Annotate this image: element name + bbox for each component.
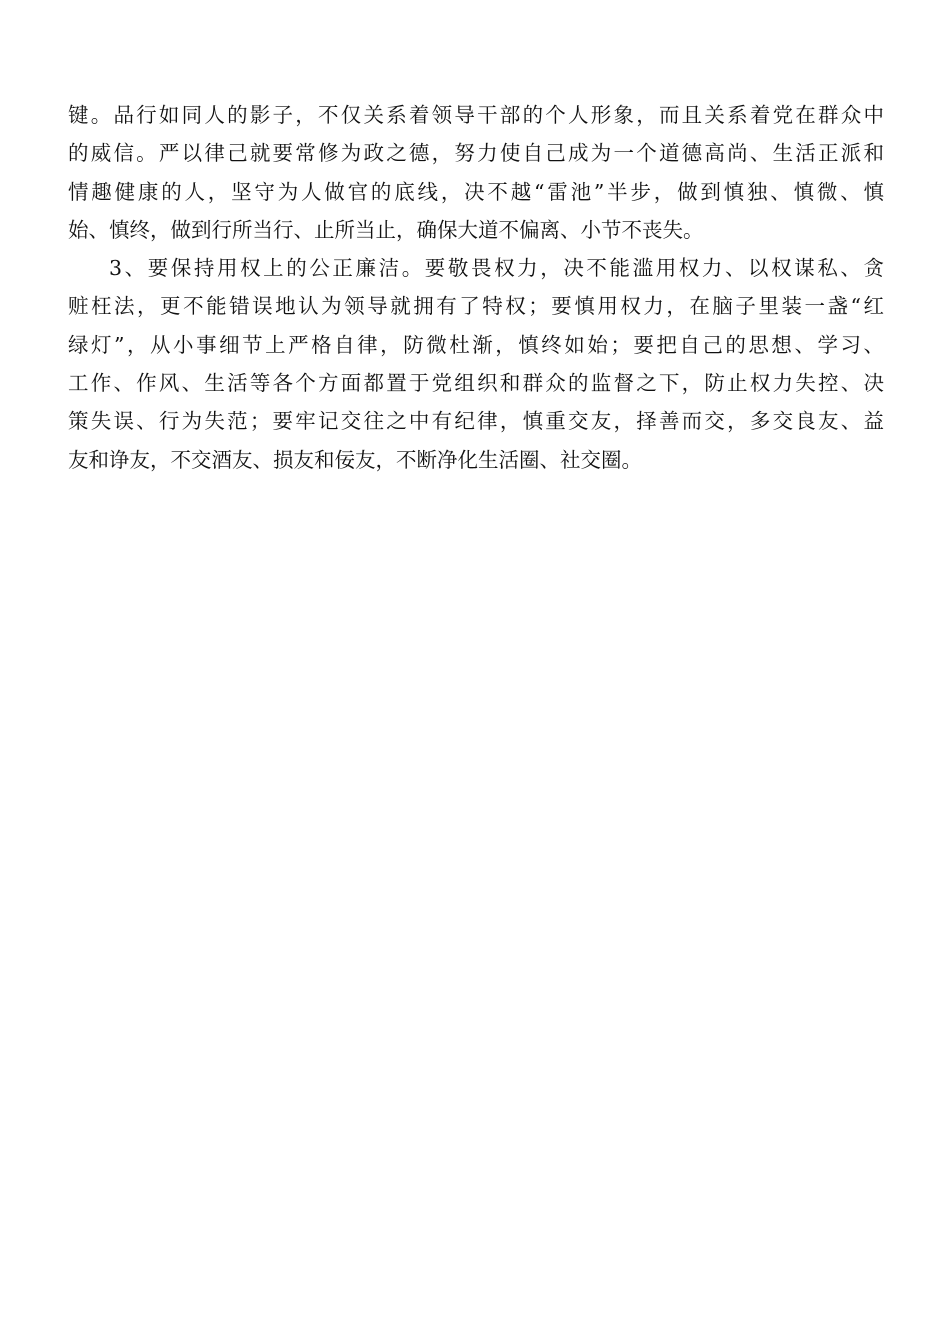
text-line: 策失误、行为失范；要牢记交往之中有纪律，慎重交友，择善而交，多交良友、益 (68, 409, 884, 434)
text-line: 3、要保持用权上的公正廉洁。要敬畏权力，决不能滥用权力、以权谋私、贪 (109, 256, 884, 281)
paragraph-2 (68, 249, 884, 479)
text-line: 工作、作风、生活等各个方面都置于党组织和群众的监督之下，防止权力失控、决 (68, 371, 884, 396)
text-line: 友和诤友，不交酒友、损友和佞友，不断净化生活圈、社交圈。 (68, 447, 642, 472)
text-line: 情趣健康的人，坚守为人做官的底线，决不越“雷池”半步，做到慎独、慎微、慎 (68, 179, 884, 204)
text-line: 绿灯”，从小事细节上严格自律，防微杜渐，慎终如始；要把自己的思想、学习、 (68, 332, 884, 357)
text-line: 的威信。严以律己就要常修为政之德，努力使自己成为一个道德高尚、生活正派和 (68, 141, 884, 166)
document-body (68, 96, 884, 479)
paragraph-1 (68, 96, 884, 249)
text-line: 键。品行如同人的影子，不仅关系着领导干部的个人形象，而且关系着党在群众中 (68, 103, 884, 127)
text-line: 赃枉法，更不能错误地认为领导就拥有了特权；要慎用权力，在脑子里装一盏“红 (68, 294, 884, 319)
text-line: 始、慎终，做到行所当行、止所当止，确保大道不偏离、小节不丧失。 (68, 217, 704, 242)
